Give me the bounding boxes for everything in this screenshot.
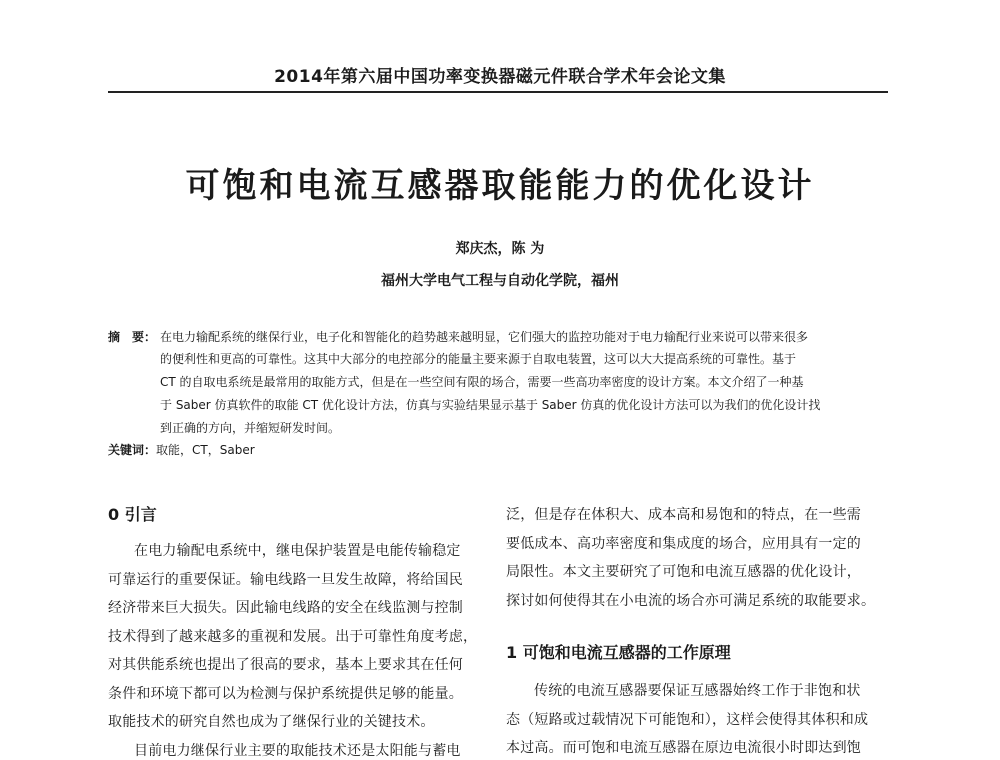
paper-affiliation: 福州大学电气工程与自动化学院，福州 [381, 273, 619, 289]
abstract-line: 到正确的方向，并缩短研发时间。 [160, 421, 341, 435]
abstract-line: 在电力输配系统的继保行业，电子化和智能化的趋势越来越明显，它们强大的监控功能对于电力输配行业来说可以带来很多 [160, 330, 809, 344]
paper-authors: 郑庆杰，陈 为 [455, 241, 545, 257]
body-line: 探讨如何使得其在小电流的场合亦可满足系统的取能要求。 [506, 593, 876, 609]
abstract-line: 于 Saber 仿真软件的取能 CT 优化设计方法，仿真与实验结果显示基于 Saber 仿真的优化设计方法可以为我们的优化设计找 [160, 398, 821, 412]
section-heading-intro: 0 引言 [108, 505, 157, 524]
body-line: 态（短路或过载情况下可能饱和），这样会使得其体积和成 [506, 712, 869, 728]
abstract-line: CT 的自取电系统是最常用的取能方式，但是在一些空间有限的场合，需要一些高功率密度的设计方案。本文介绍了一种基 [160, 375, 804, 389]
keywords-text: 取能，CT，Saber [156, 443, 255, 457]
body-line: 泛，但是存在体积大、成本高和易饱和的特点，在一些需 [506, 507, 861, 523]
body-line: 可靠运行的重要保证。输电线路一旦发生故障，将给国民 [108, 572, 463, 588]
abstract-line: 的便利性和更高的可靠性。这其中大部分的电控部分的能量主要来源于自取电装置，这可以大大提高系统的可靠性。基于 [160, 352, 797, 366]
paper-title: 可饱和电流互感器取能能力的优化设计 [185, 166, 815, 206]
body-line: 本过高。而可饱和电流互感器在原边电流很小时即达到饱 [506, 740, 861, 756]
body-line: 技术得到了越来越多的重视和发展。出于可靠性角度考虑， [108, 629, 478, 645]
body-line: 在电力输配电系统中，继电保护装置是电能传输稳定 [134, 543, 461, 559]
body-line: 局限性。本文主要研究了可饱和电流互感器的优化设计， [506, 564, 861, 580]
abstract-label: 摘 要： [108, 330, 157, 344]
header-divider [108, 91, 888, 93]
body-line: 传统的电流互感器要保证互感器始终工作于非饱和状 [534, 683, 861, 699]
body-line: 要低成本、高功率密度和集成度的场合，应用具有一定的 [506, 536, 861, 552]
section-heading-principle: 1 可饱和电流互感器的工作原理 [506, 643, 731, 662]
proceedings-header: 2014年第六届中国功率变换器磁元件联合学术年会论文集 [274, 67, 726, 87]
body-line: 对其供能系统也提出了很高的要求，基本上要求其在任何 [108, 657, 463, 673]
body-line: 经济带来巨大损失。因此输电线路的安全在线监测与控制 [108, 600, 463, 616]
keywords-label: 关键词： [108, 443, 157, 457]
body-line: 条件和环境下都可以为检测与保护系统提供足够的能量。 [108, 686, 463, 702]
body-line: 目前电力继保行业主要的取能技术还是太阳能与蓄电 [134, 743, 461, 759]
keywords [108, 441, 255, 458]
body-line: 取能技术的研究自然也成为了继保行业的关键技术。 [108, 714, 435, 730]
